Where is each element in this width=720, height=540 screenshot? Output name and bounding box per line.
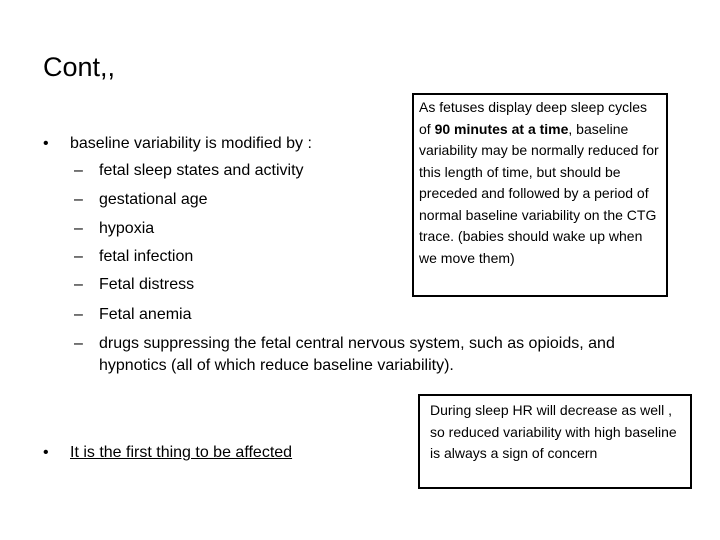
list-item: – fetal sleep states and activity <box>74 162 304 179</box>
bullet-first-affected <box>43 443 292 463</box>
list-item: – Fetal anemia <box>74 306 192 323</box>
sleep-hr-note: During sleep HR will decrease as well , so reduced variability with high baseline is always a sign of concern <box>418 394 692 489</box>
sleep-cycle-emphasis: 90 minutes at a time <box>434 120 569 137</box>
bullet-baseline-variability <box>43 134 312 154</box>
list-item: – Fetal distress <box>74 276 195 293</box>
sleep-cycle-note: As fetuses display deep sleep cycles of 90 minutes at a time, baseline variability may be normally reduced for this length of time, but should be preceded and followed by a period of normal baseline variability on the CTG trace. (babies should wake up when we move them) <box>412 93 668 297</box>
list-item: – fetal infection <box>74 248 194 265</box>
bullet-baseline-variability-text: baseline variability is modified by : <box>70 135 312 152</box>
list-item: – gestational age <box>74 191 208 208</box>
bullet-dot: • <box>43 444 49 461</box>
bullet-dot: • <box>43 135 49 152</box>
slide-title: Cont,, <box>43 52 116 82</box>
list-item: – hypoxia <box>74 220 155 237</box>
list-item: – drugs suppressing the fetal central nervous system, such as opioids, and hypnotics (all of which reduce baseline variability). <box>74 335 615 374</box>
first-affected-text: It is the first thing to be affected <box>70 444 293 461</box>
